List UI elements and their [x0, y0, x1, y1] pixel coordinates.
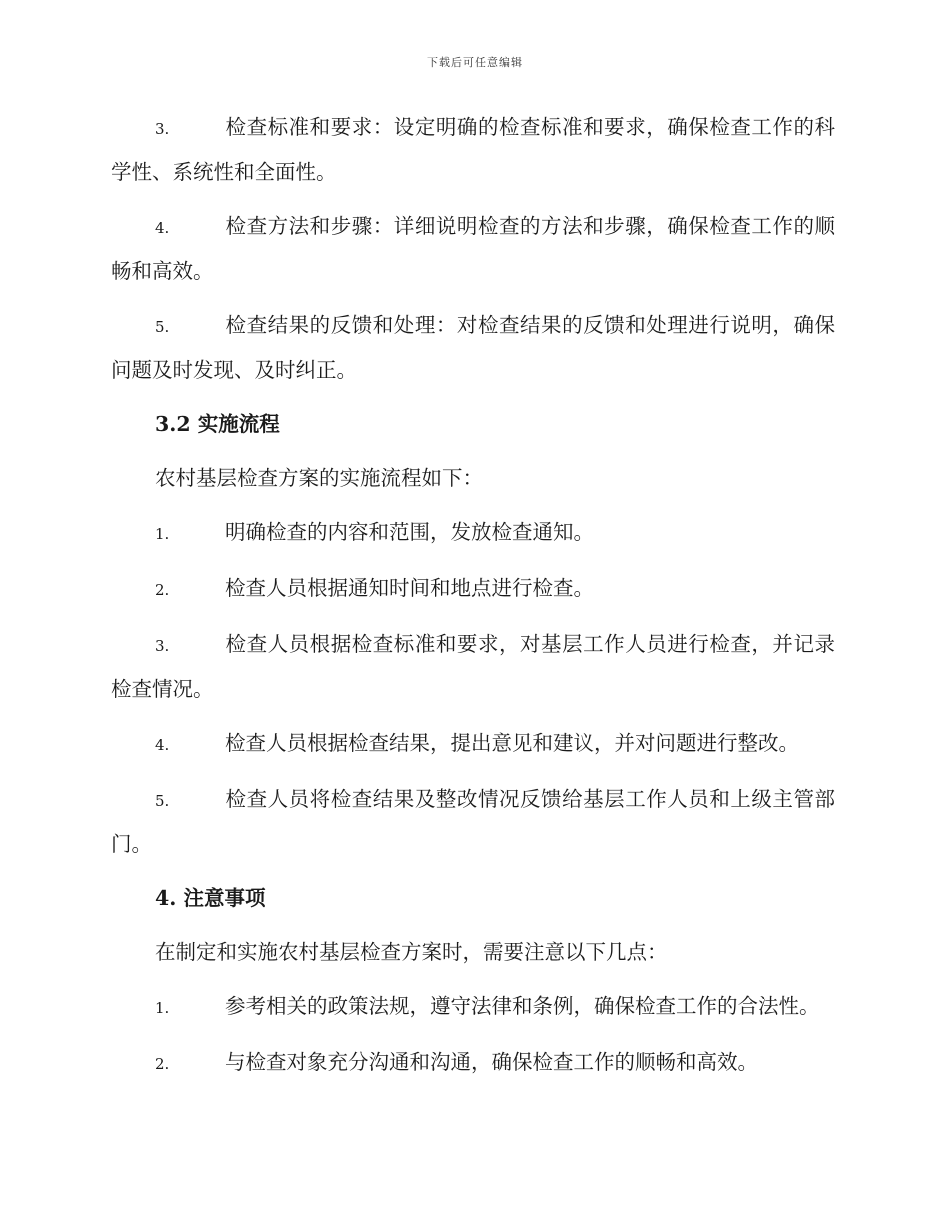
list-item-number: 5. [155, 792, 170, 810]
list-item [111, 778, 835, 866]
section-heading-3-2: 3.2 实施流程 [155, 412, 280, 436]
list-item [111, 567, 835, 612]
list-item-number: 1. [155, 525, 170, 543]
list-item-number: 3. [155, 120, 170, 138]
list-item-text: 参考相关的政策法规，遵守法律和条例，确保检查工作的合法性。 [225, 994, 820, 1018]
list-item-number: 1. [155, 999, 170, 1017]
list-item [111, 511, 835, 556]
list-item-text: 检查人员将检查结果及整改情况反馈给基层工作人员和上级主管部门。 [111, 787, 835, 856]
list-item [111, 623, 835, 711]
section-intro-4: 在制定和实施农村基层检查方案时，需要注意以下几点： [155, 940, 668, 964]
list-item [111, 106, 835, 194]
list-item [111, 304, 835, 392]
section-heading-4: 4. 注意事项 [155, 886, 266, 910]
list-item-number: 4. [155, 219, 170, 237]
list-item-text: 与检查对象充分沟通和沟通，确保检查工作的顺畅和高效。 [225, 1050, 758, 1074]
list-item-number: 5. [155, 318, 170, 336]
list-item-text: 检查结果的反馈和处理：对检查结果的反馈和处理进行说明，确保问题及时发现、及时纠正。 [111, 313, 835, 382]
list-item-number: 2. [155, 581, 170, 599]
list-item-number: 3. [155, 637, 170, 655]
list-item [111, 1041, 835, 1086]
section-intro-3-2: 农村基层检查方案的实施流程如下： [155, 466, 483, 490]
list-item-text: 检查标准和要求：设定明确的检查标准和要求，确保检查工作的科学性、系统性和全面性。 [111, 115, 835, 184]
list-item-text: 检查方法和步骤：详细说明检查的方法和步骤，确保检查工作的顺畅和高效。 [111, 214, 835, 283]
list-item [111, 205, 835, 293]
list-item-number: 4. [155, 736, 170, 754]
list-item-text: 检查人员根据检查标准和要求，对基层工作人员进行检查，并记录检查情况。 [111, 632, 835, 701]
list-item [111, 722, 835, 767]
document-body [111, 106, 835, 1097]
list-item [111, 985, 835, 1030]
list-item-text: 明确检查的内容和范围，发放检查通知。 [225, 520, 594, 544]
page-header: 下载后可任意编辑 [427, 56, 523, 69]
list-item-text: 检查人员根据通知时间和地点进行检查。 [225, 576, 594, 600]
list-item-number: 2. [155, 1055, 170, 1073]
list-item-text: 检查人员根据检查结果，提出意见和建议，并对问题进行整改。 [225, 731, 799, 755]
